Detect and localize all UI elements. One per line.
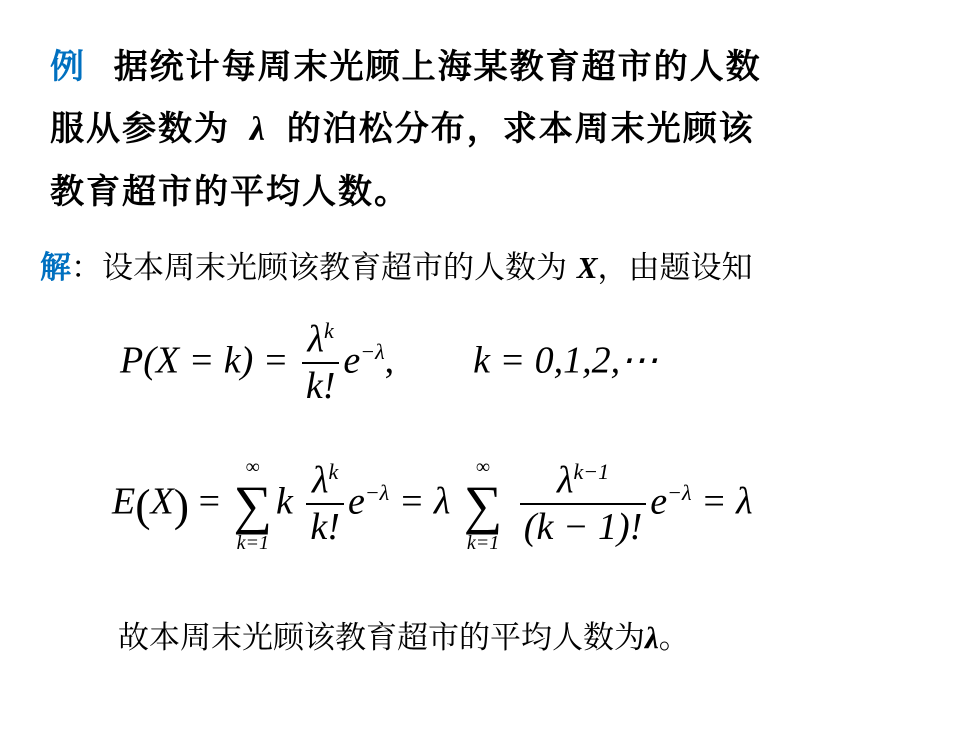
solution-colon: ： — [71, 250, 102, 286]
exp-eq-1: = — [198, 480, 221, 523]
pmf-num-exp: k — [324, 318, 334, 343]
frac2-num-base: λ — [556, 459, 574, 502]
problem-text-3: 教育超市的平均人数。 — [50, 172, 410, 212]
sum-2-lower: k=1 — [466, 532, 500, 554]
problem-line-3 — [50, 161, 950, 223]
exp-lhs-x: X — [150, 480, 174, 523]
problem-statement — [50, 36, 950, 223]
sum-2-sigma: ∑ — [463, 475, 503, 535]
exp-eq-3: = λ — [701, 480, 753, 523]
problem-line-2 — [50, 98, 950, 161]
pmf-fraction — [302, 318, 340, 410]
pmf-num-base: λ — [307, 318, 324, 361]
solution-text-prefix: 设本周末光顾该教育超市的人数为 — [102, 250, 567, 286]
exp-rparen: ) — [173, 479, 190, 531]
pmf-comma: , — [384, 339, 395, 382]
solution-variable: X — [576, 250, 598, 285]
frac1-denominator: k! — [306, 503, 344, 551]
sum-2 — [464, 456, 503, 554]
sum-2-upper: ∞ — [475, 456, 491, 478]
exp-e-1: e — [347, 480, 365, 523]
example-label: 例 — [50, 47, 86, 87]
problem-text-1: 据统计每周末光顾上海某教育超市的人数 — [113, 47, 762, 87]
expectation-formula — [112, 456, 753, 554]
pmf-exp-power: −λ — [360, 339, 385, 365]
problem-text-2b: 的泊松分布，求本周末光顾该 — [286, 109, 755, 149]
exp-e-2-power: −λ — [667, 480, 692, 506]
pmf-denominator: k! — [302, 362, 340, 410]
pmf-numerator — [302, 318, 340, 362]
problem-text-2a: 服从参数为 — [50, 109, 230, 149]
poisson-pmf-formula — [120, 318, 658, 410]
frac1-numerator — [306, 459, 344, 503]
exp-k: k — [276, 480, 293, 523]
sum-1-upper: ∞ — [245, 456, 260, 478]
frac2-num-exp: k−1 — [573, 459, 610, 485]
solution-intro — [40, 242, 753, 294]
solution-text-suffix: ，由题设知 — [597, 250, 753, 286]
conclusion-period: 。 — [658, 620, 690, 656]
exp-fraction-2 — [520, 459, 646, 551]
exp-e-1-power: −λ — [364, 480, 390, 506]
exp-e-2: e — [650, 480, 668, 523]
exp-fraction-1 — [306, 459, 344, 551]
frac2-denominator: (k − 1)! — [520, 503, 646, 551]
frac2-numerator — [520, 459, 646, 503]
exp-lparen: ( — [135, 479, 151, 531]
problem-line-1 — [50, 36, 950, 98]
sum-1 — [234, 456, 273, 554]
exp-eq-2: = λ — [398, 480, 451, 523]
frac1-num-base: λ — [312, 459, 329, 502]
sum-1-sigma: ∑ — [233, 475, 273, 535]
sum-1-lower: k=1 — [236, 532, 269, 554]
conclusion — [118, 612, 690, 664]
conclusion-lambda: λ — [645, 620, 659, 655]
conclusion-text: 故本周末光顾该教育超市的平均人数为 — [118, 620, 645, 656]
pmf-exp-base: e — [343, 339, 361, 382]
frac1-num-exp: k — [328, 459, 339, 485]
pmf-range: k = 0,1,2,⋯ — [473, 339, 659, 382]
pmf-lhs: P(X = k) = — [120, 339, 289, 382]
exp-lhs-e: E — [112, 480, 136, 523]
problem-lambda: λ — [249, 111, 267, 148]
solution-label: 解 — [40, 250, 71, 286]
